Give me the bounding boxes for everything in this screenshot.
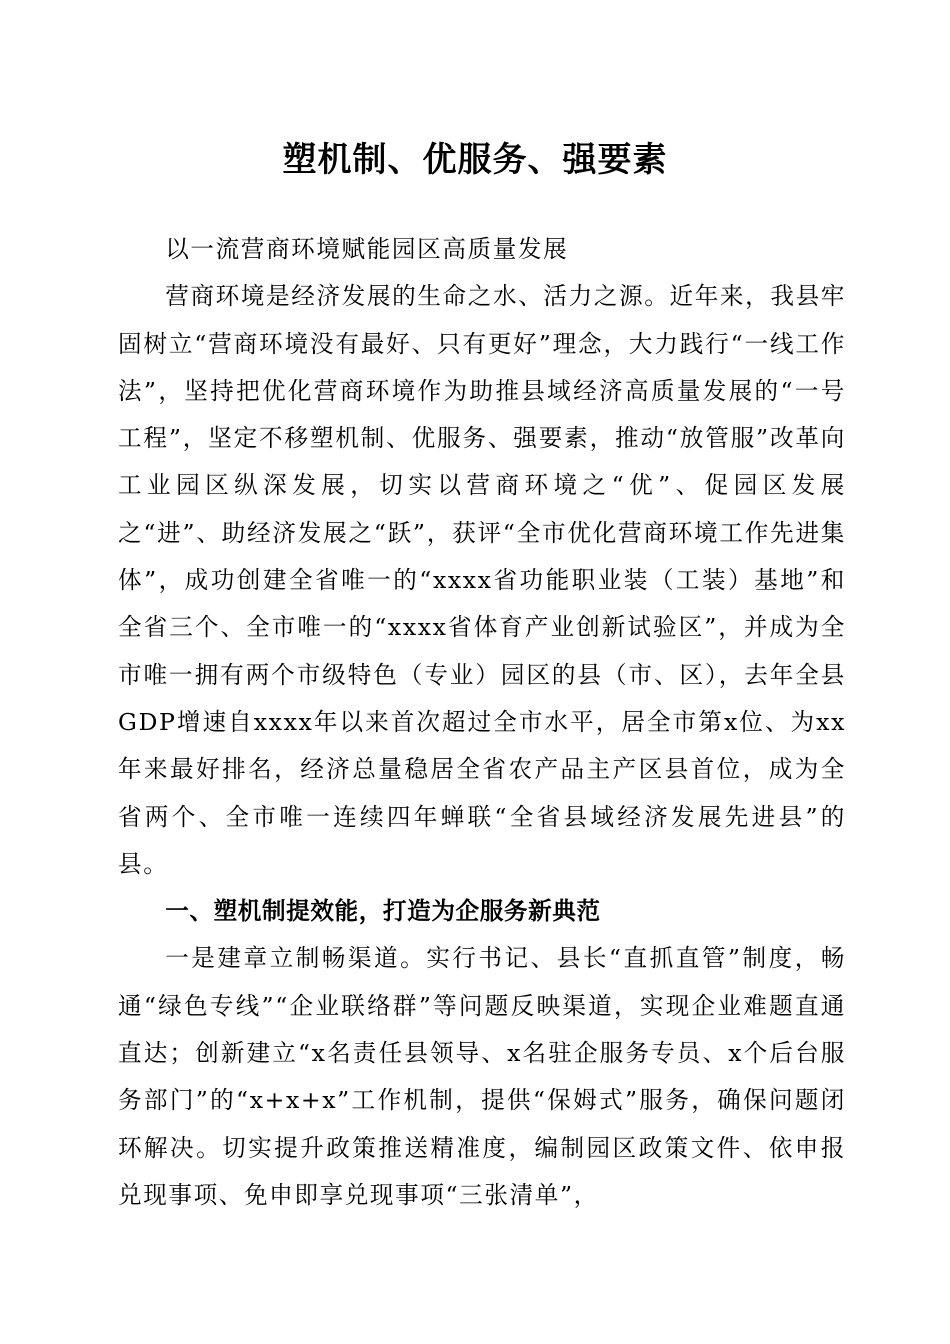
- document-subtitle: 以一流营商环境赋能园区高质量发展: [165, 235, 569, 263]
- intro-paragraph: 营商环境是经济发展的生命之水、活力之源。近年来，我县牢固树立“营商环境没有最好、只有更好”理念，大力践行“一线工作法”，坚持把优化营商环境作为助推县域经济高质量发展的“一号工程”，坚定不移塑机制、优服务、强要素，推动“放管服”改革向工业园区纵深发展，切实以营商环境之“优”、促园区发展之“进”、助经济发展之“跃”，获评“全市优化营商环境工作先进集体”，成功创建全省唯一的“xxxx省功能职业装（工装）基地”和全省三个、全市唯一的“xxxx省体育产业创新试验区”，并成为全市唯一拥有两个市级特色（专业）园区的县（市、区），去年全县GDP增速自xxxx年以来首次超过全市水平，居全市第x位、为xx年来最好排名，经济总量稳居全省农产品主产区县首位，成为全省两个、全市唯一连续四年蝉联“全省县域经济发展先进县”的县。: [118, 282, 846, 878]
- section-heading: 一、塑机制提效能，打造为企服务新典范: [165, 897, 601, 926]
- document-title: 塑机制、优服务、强要素: [282, 140, 668, 180]
- document-body: [118, 226, 846, 1219]
- section-paragraph: 一是建章立制畅渠道。实行书记、县长“直抓直管”制度，畅通“绿色专线”“企业联络群”等问题反映渠道，实现企业难题直通直达；创新建立“x名责任县领导、x名驻企服务专员、x个后台服务部门”的“x+x+x”工作机制，提供“保姆式”服务，确保问题闭环解决。切实提升政策推送精准度，编制园区政策文件、依申报兑现事项、免申即享兑现事项“三张清单”，: [118, 944, 846, 1209]
